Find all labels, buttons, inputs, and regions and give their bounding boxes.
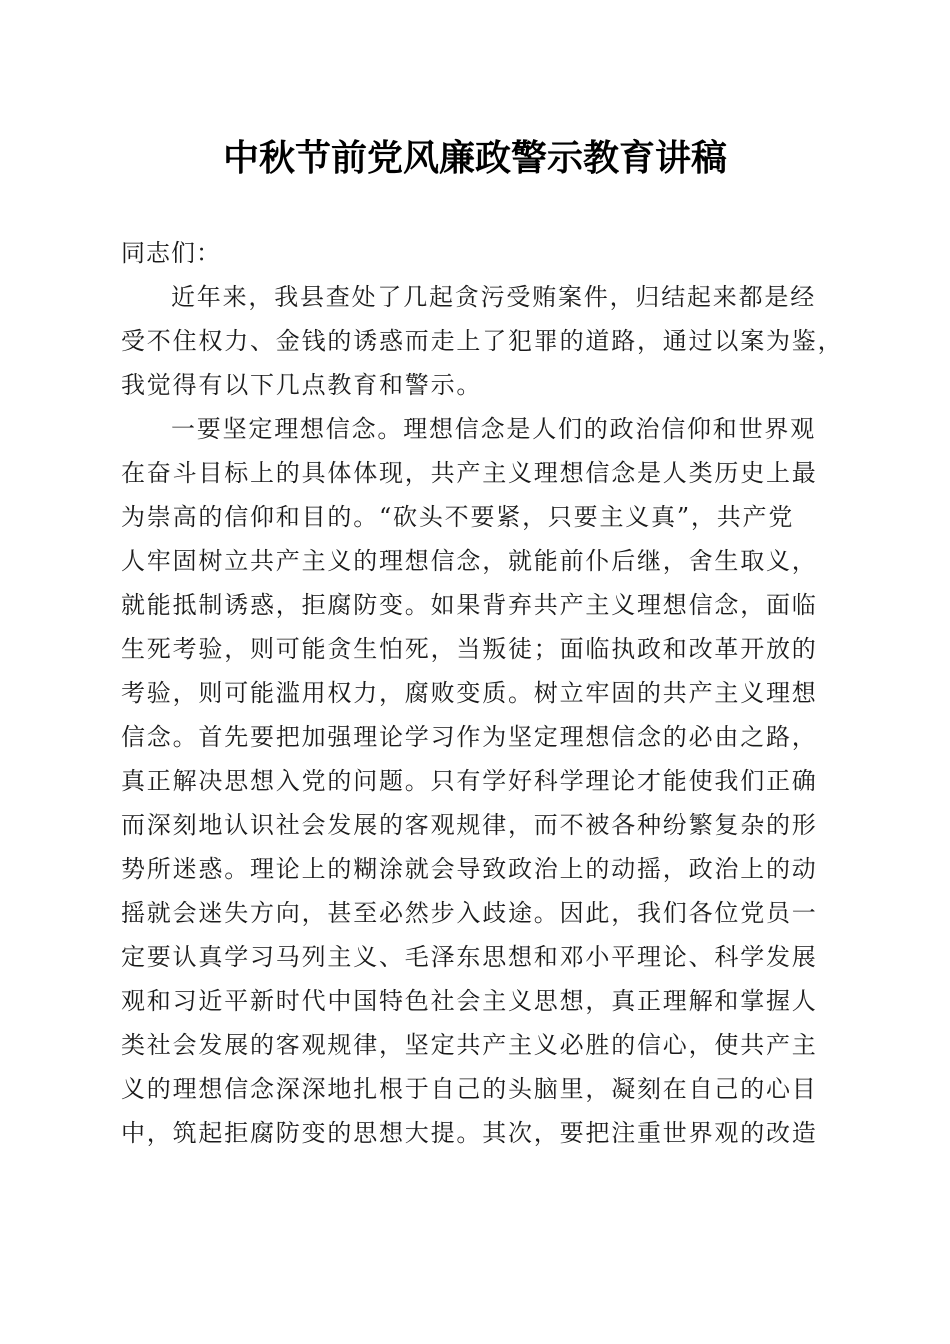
document-body <box>121 231 844 1155</box>
paragraph-line: 类社会发展的客观规律，坚定共产主义必胜的信心，使共产主 <box>121 1031 818 1059</box>
paragraph-line: 人牢固树立共产主义的理想信念，就能前仆后继，舍生取义， <box>121 547 818 575</box>
paragraph-line: 信念。首先要把加强理论学习作为坚定理想信念的必由之路， <box>121 723 818 751</box>
document-title: 中秋节前党风廉政警示教育讲稿 <box>222 137 727 179</box>
paragraph-line: 而深刻地认识社会发展的客观规律，而不被各种纷繁复杂的形 <box>121 811 818 839</box>
paragraph-line: 定要认真学习马列主义、毛泽东思想和邓小平理论、科学发展 <box>121 943 818 971</box>
paragraph-line: 近年来，我县查处了几起贪污受贿案件，归结起来都是经 <box>171 283 816 311</box>
paragraph-line: 在奋斗目标上的具体体现，共产主义理想信念是人类历史上最 <box>121 459 818 487</box>
paragraph-line: 受不住权力、金钱的诱惑而走上了犯罪的道路，通过以案为鉴， <box>121 327 844 355</box>
paragraph-line: 为崇高的信仰和目的。“砍头不要紧，只要主义真”，共产党 <box>121 503 795 531</box>
paragraph-line: 义的理想信念深深地扎根于自己的头脑里，凝刻在自己的心目 <box>121 1075 818 1103</box>
paragraph-line: 真正解决思想入党的问题。只有学好科学理论才能使我们正确 <box>121 767 818 795</box>
paragraph-line: 摇就会迷失方向，甚至必然步入歧途。因此，我们各位党员一 <box>121 899 818 927</box>
paragraph-line: 一要坚定理想信念。理想信念是人们的政治信仰和世界观 <box>171 415 816 443</box>
paragraph-line: 势所迷惑。理论上的糊涂就会导致政治上的动摇，政治上的动 <box>121 855 818 883</box>
paragraph-1 <box>121 275 844 407</box>
paragraph-line: 就能抵制诱惑，拒腐防变。如果背弃共产主义理想信念，面临 <box>121 591 818 619</box>
paragraph-line: 考验，则可能滥用权力，腐败变质。树立牢固的共产主义理想 <box>121 679 818 707</box>
salutation: 同志们： <box>121 239 221 267</box>
paragraph-line: 生死考验，则可能贪生怕死，当叛徒；面临执政和改革开放的 <box>121 635 818 663</box>
paragraph-line: 中，筑起拒腐防变的思想大提。其次，要把注重世界观的改造 <box>121 1119 818 1147</box>
paragraph-line: 我觉得有以下几点教育和警示。 <box>121 371 483 399</box>
paragraph-2 <box>121 407 841 1155</box>
paragraph-line: 观和习近平新时代中国特色社会主义思想，真正理解和掌握人 <box>121 987 818 1015</box>
